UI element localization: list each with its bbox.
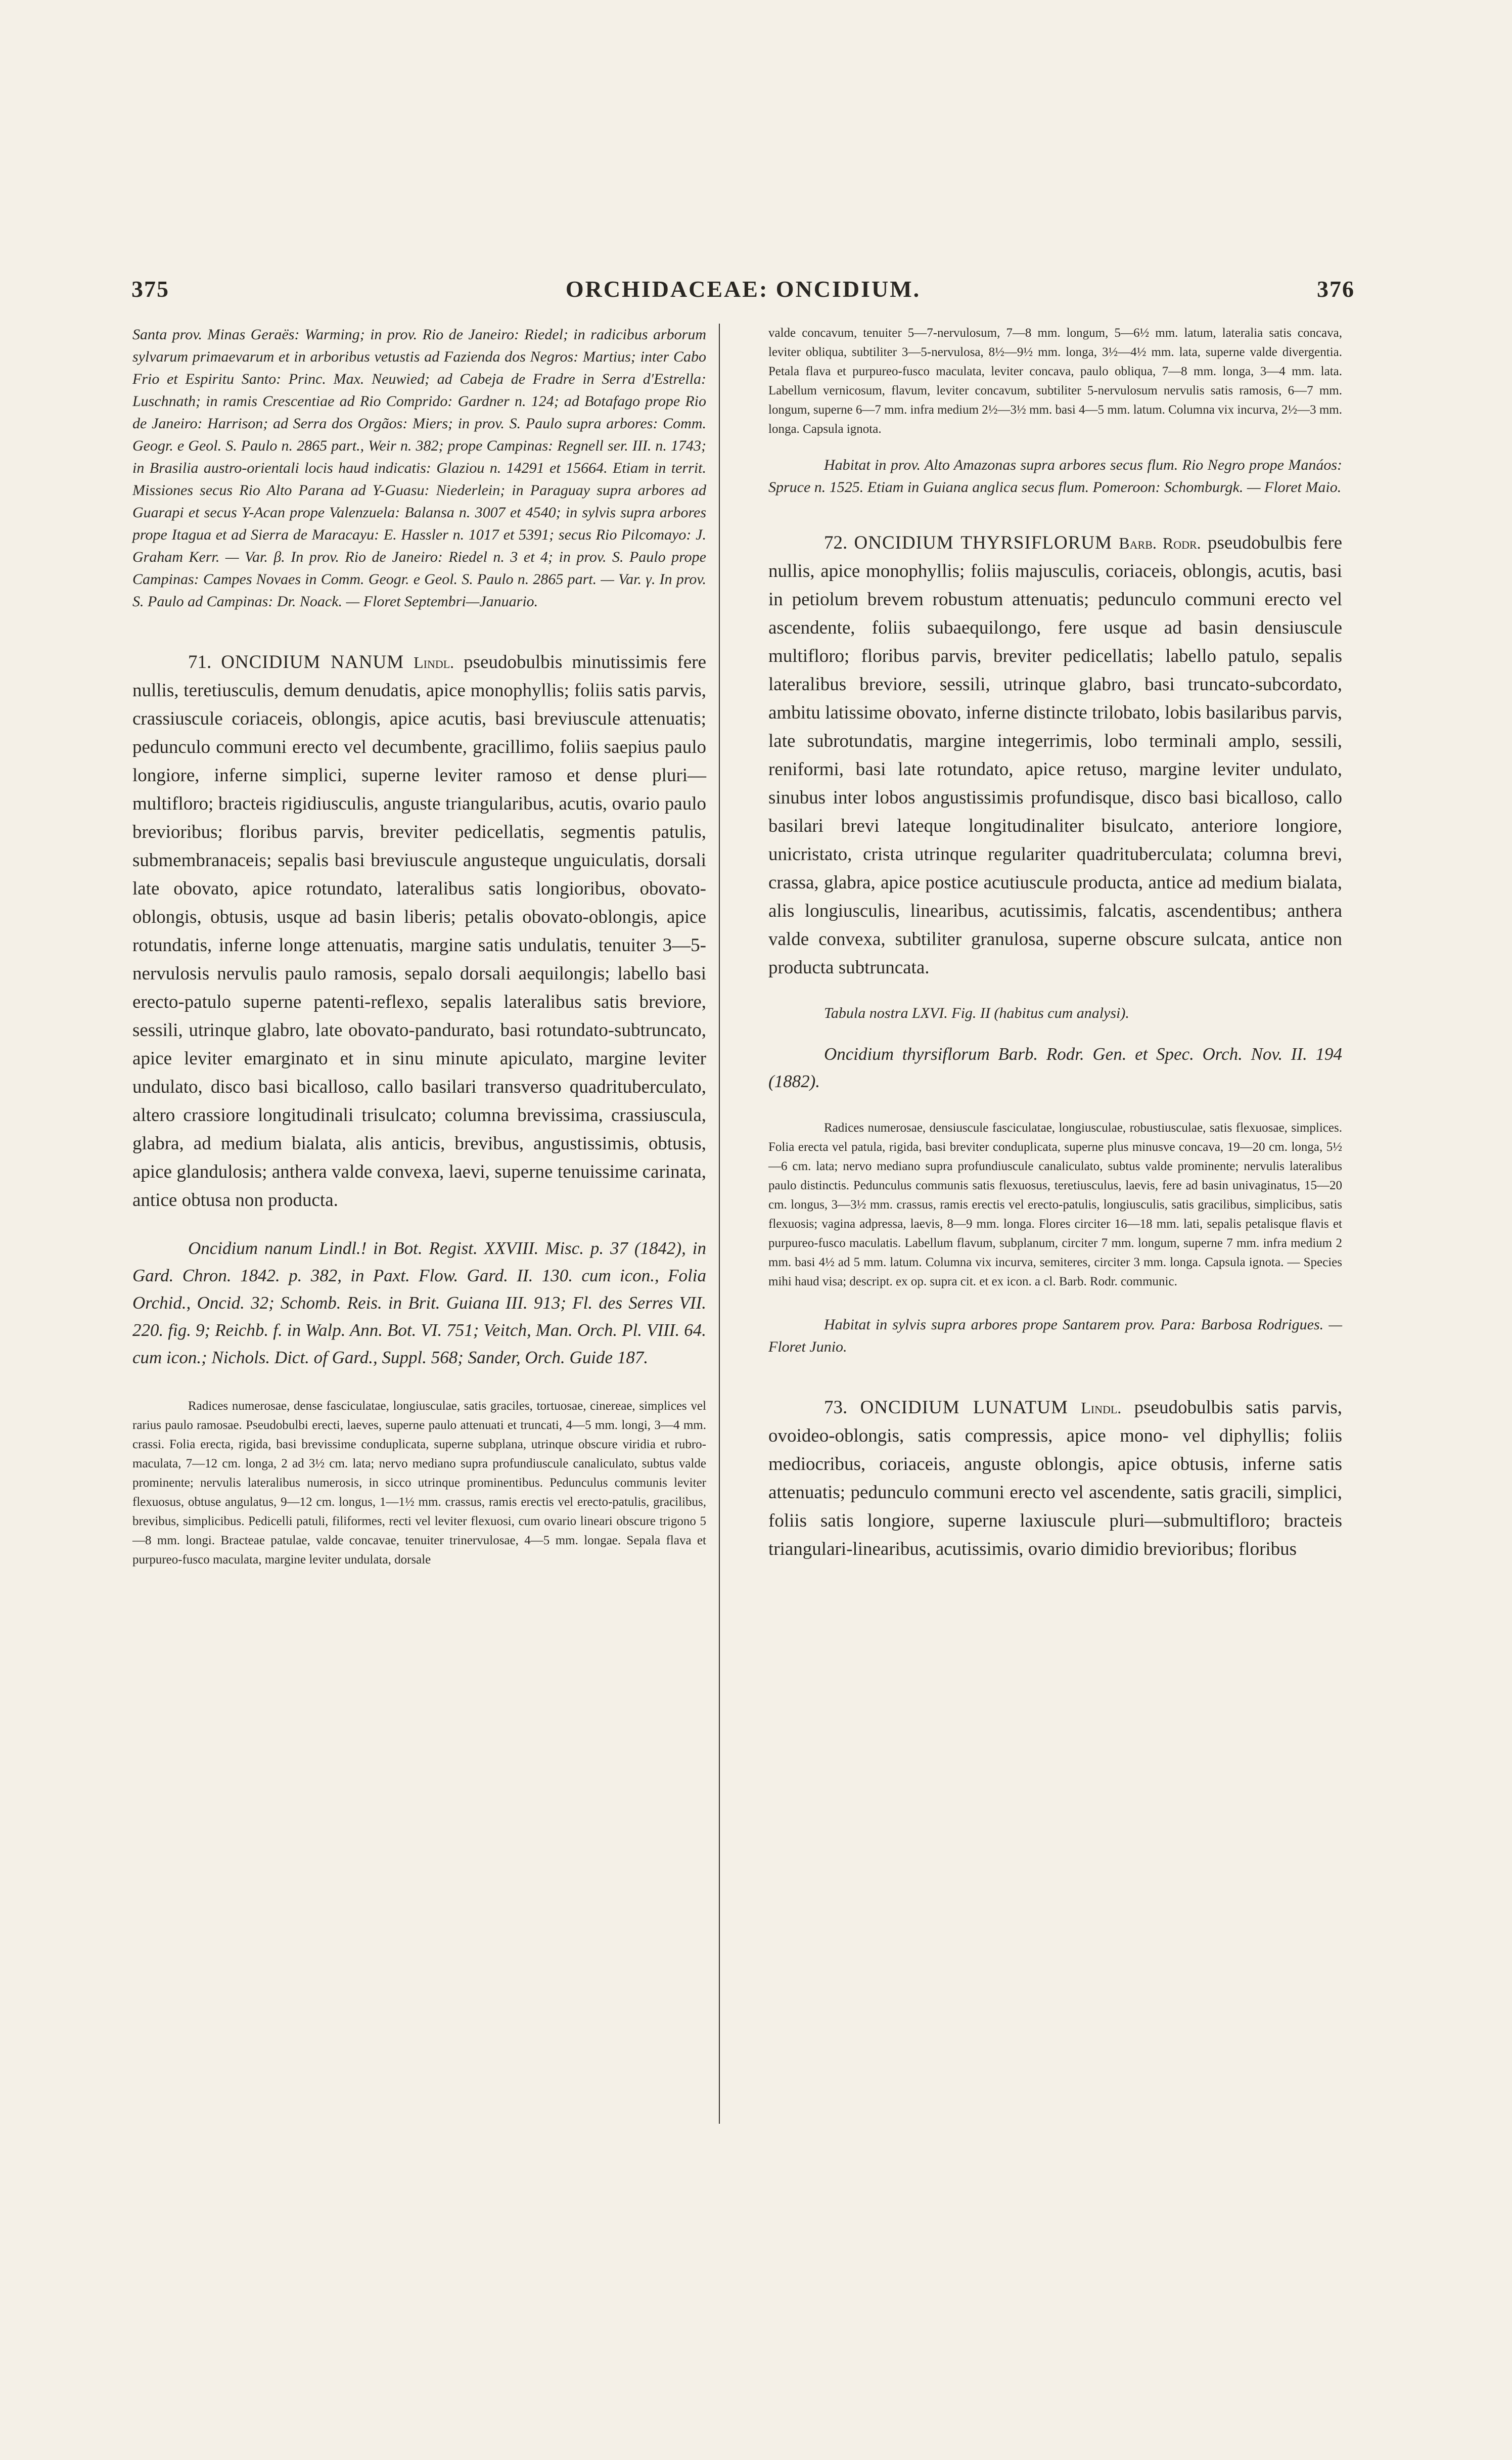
species-71-synonymy: Oncidium nanum Lindl.! in Bot. Regist. XXVIII. Misc. p. 37 (1842), in Gard. Chron. 1842. p. 382, in Paxt. Flow. Gard. II. 130. cum icon., Folia Orchid., Oncid. 32; Schomb. Reis. in Brit. Guiana III. 913; Fl. des Serres VII. 220. fig. 9; Reichb. f. in Walp. Ann. Bot. VI. 751; Veitch, Man. Orch. Pl. VIII. 64. cum icon.; Nichols. Dict. of Gard., Suppl. 568; Sander, Orch. Guide 187. [132, 1238, 706, 1367]
species-71-author: Lindl. [414, 653, 454, 672]
species-72-number: 72. [824, 532, 848, 553]
species-72-entry [768, 529, 1342, 982]
species-73-entry [768, 1394, 1342, 1563]
species-71-habitat: Habitat in prov. Alto Amazonas supra arbores secus flum. Rio Negro prope Manáos: Spruce n. 1525. Etiam in Guiana anglica secus flum. Pomeroon: Schomburgk. — Floret Maio. [768, 457, 1342, 496]
species-71-description-continued: valde concavum, tenuiter 5—7-nervulosum, 7—8 mm. longum, 5—6½ mm. latum, lateralia satis concava, leviter obliqua, subtiliter 3—5-nervulosa, 8½—9½ mm. longa, 3½—4½ mm. lata, superne valde divergentia. Petala flava et purpureo-fusco maculata, leviter concava, paulo obliqua, 7—8 mm. longa, 3—4 mm. lata. Labellum vernicosum, flavum, leviter concavum, subtiliter 5-nervulosum nervulis satis ramosis, 6—7 mm. longum, superne 6—7 mm. infra medium 2½—3½ mm. basi 4—5 mm. latum. Columna vix incurva, 2½—3 mm. longa. Capsula ignota. [768, 326, 1342, 436]
species-73-diagnosis: pseudobulbis satis parvis, ovoideo-oblongis, satis compressis, apice mono- vel diphyllis; foliis mediocribus, coriaceis, anguste oblongis, apice obtusis, inferne satis attenuatis; pedunculo communi erecto vel ascendente, satis gracili, simplici, foliis satis longiore, superne laxiuscule pluri—submultifloro; bracteis triangulari-linearibus, acutissimis, ovario dimidio brevioribus; floribus [768, 1397, 1343, 1559]
running-head [131, 276, 1355, 311]
species-73-name: ONCIDIUM LUNATUM [860, 1397, 1068, 1418]
species-72-tabula: Tabula nostra LXVI. Fig. II (habitus cum analysi). [824, 1005, 1129, 1021]
species-71-entry [132, 648, 706, 1215]
species-73-number: 73. [824, 1397, 848, 1418]
species-71-description: Radices numerosae, dense fasciculatae, longiusculae, satis graciles, tortuosae, cinereae, simplices vel rarius paulo ramosae. Pseudobulbi erecti, laeves, superne paulo attenuati et truncati, 4—5 mm. longi, 3—4 mm. crassi. Folia erecta, rigida, basi brevissime conduplicata, superne subplana, utrinque obscure viridia et rubro-maculata, 7—12 cm. longa, 2 ad 3½ cm. lata; nervo mediano supra profundiuscule canaliculato, subtus valde prominente; nervulis lateralibus numerosis, in sicco utrinque prominentibus. Pedunculus communis leviter flexuosus, obtuse angulatus, 9—12 cm. longus, 1—1½ mm. crassus, ramis erectis vel erecto-patulis, gracilibus, brevibus, simplicibus. Pedicelli patuli, filiformes, recti vel leviter flexuosi, cum ovario lineari obscure trigono 5—8 mm. longi. Bracteae patulae, valde concavae, tenuiter trinervulosae, 4—5 mm. longae. Sepala flava et purpureo-fusco maculata, margine leviter undulata, dorsale [132, 1399, 706, 1567]
species-72-habitat: Habitat in sylvis supra arbores prope Santarem prov. Para: Barbosa Rodrigues. — Floret Junio. [768, 1316, 1342, 1355]
species-73-author: Lindl. [1081, 1399, 1122, 1417]
page-number-right: 376 [1317, 276, 1355, 302]
species-72-synonymy: Oncidium thyrsiflorum Barb. Rodr. Gen. et Spec. Orch. Nov. II. 194 (1882). [768, 1044, 1342, 1091]
left-column [132, 324, 706, 1570]
species-72-author: Barb. Rodr. [1119, 534, 1201, 552]
running-title: ORCHIDACEAE: ONCIDIUM. [565, 276, 921, 302]
right-column [768, 324, 1342, 1563]
species-71-diagnosis: pseudobulbis minutissimis fere nullis, teretiusculis, demum denudatis, apice monophyllis; foliis satis parvis, crassiuscule coriaceis, oblongis, apice acutis, basi breviuscule attenuatis; pedunculo communi erecto vel decumbente, gracillimo, foliis saepius paulo longiore, inferne simplici, superne leviter ramoso et dense pluri—multifloro; bracteis rigidiusculis, anguste triangularibus, acutis, ovario paulo brevioribus; floribus parvis, breviter pedicellatis, segmentis patulis, submembranaceis; sepalis basi breviuscule angusteque unguiculatis, dorsali late obovato, apice rotundato, lateralibus satis longioribus, obovato-oblongis, obtusis, usque ad basin liberis; petalis obovato-oblongis, apice rotundatis, inferne longe attenuatis, margine satis undulatis, tenuiter 3—5-nervulosis nervulis paulo ramosis, sepalo dorsali aequilongis; labello basi erecto-patulo superne patenti-reflexo, sepalis lateralibus satis breviore, sessili, utrinque glabro, late obovato-pandurato, basi rotundato-subtruncato, apice leviter emarginato et in sinu minute apiculato, margine leviter undulato, disco basi bicalloso, callo basilari transverso quadrituberculato, altero crassiore longitudinali trisulcato; columna brevissima, crassiuscula, glabra, ad medium bialata, alis anticis, brevibus, angustissimis, obtusis, apice glandulosis; anthera valde convexa, laevi, superne tenuissime carinata, antice obtusa non producta. [132, 652, 707, 1211]
column-divider [719, 324, 720, 2124]
species-71-number: 71. [188, 652, 212, 673]
page-number-left: 375 [131, 276, 169, 302]
species-72-name: ONCIDIUM THYRSIFLORUM [854, 532, 1113, 553]
species-71-name: ONCIDIUM NANUM [221, 652, 404, 673]
species-72-diagnosis: pseudobulbis fere nullis, apice monophyllis; foliis majusculis, coriaceis, oblongis, acutis, basi in petiolum brevem robustum attenuatis; pedunculo communi erecto vel ascendente, foliis subaequilongo, fere usque ad basin densiuscule multifloro; floribus parvis, breviter pedicellatis; labello patulo, sepalis lateralibus breviore, sessili, utrinque glabro, basi truncato-subcordato, ambitu latissime obovato, inferne distincte trilobato, lobis basilaribus parvis, late subrotundatis, margine integerrimis, lobo terminali amplo, sessili, reniformi, basi late rotundato, apice retuso, margine leviter undulato, sinubus inter lobos angustissimis profundisque, disco basi bicalloso, callo basilari brevi lateque longitudinaliter bisulcato, anteriore longiore, unicristato, crista utrinque regulariter quadrituberculata; columna brevi, crassa, glabra, apice postice acutiuscule producta, antice ad medium bialata, alis longiusculis, linearibus, acutissimis, falcatis, ascendentibus; anthera valde convexa, subtiliter granulosa, superne obscure sulcata, antice non producta subtruncata. [768, 532, 1342, 978]
species-72-description: Radices numerosae, densiuscule fasciculatae, longiusculae, robustiusculae, satis flexuosae, simplices. Folia erecta vel patula, rigida, basi breviter conduplicata, superne plus minusve concava, 19—20 cm. longa, 5½—6 cm. lata; nervo mediano supra profundiuscule canaliculato, subtus valde prominente; nervulis lateralibus paulo distinctis. Pedunculus communis satis flexuosus, teretiusculus, laevis, fere ad basin univaginatus, 15—20 cm. longus, 3—3½ mm. crassus, ramis erectis vel erecto-patulis, longiusculis, satis gracilibus, simplicibus, satis flexuosis; vagina adpressa, laevis, 8—9 mm. longa. Flores circiter 16—18 mm. lati, sepalis petalisque flavis et purpureo-fusco maculatis. Labellum flavum, subplanum, circiter 7 mm. longum, superne 7 mm. infra medium 2 mm. basi 4½ ad 5 mm. latum. Columna vix incurva, semiteres, circiter 3 mm. longa. Capsula ignota. — Species mihi haud visa; descript. ex op. supra cit. et ex icon. a cl. Barb. Rodr. communic. [768, 1121, 1342, 1288]
habitat-continued: Santa prov. Minas Geraës: Warming; in prov. Rio de Janeiro: Riedel; in radicibus arborum sylvarum primaevarum et in arboribus vetustis ad Fazienda dos Negros: Martius; inter Cabo Frio et Espiritu Santo: Princ. Max. Neuwied; ad Cabeja de Fradre in Serra d'Estrella: Luschnath; in ramis Crescentiae ad Rio Comprido: Gardner n. 124; ad Botafago prope Rio de Janeiro: Harrison; ad Serra dos Orgãos: Miers; in prov. S. Paulo supra arbores: Comm. Geogr. e Geol. S. Paulo n. 2865 part., Weir n. 382; prope Campinas: Regnell ser. III. n. 1743; in Brasilia austro-orientali locis haud indicatis: Glaziou n. 14291 et 15664. Etiam in territ. Missiones secus Rio Alto Parana ad Y-Guasu: Niederlein; in Paraguay supra arbores ad Guarapi et secus Y-Acan prope Valenzuela: Balansa n. 3007 et 4540; in sylvis supra arbores prope Itagua et ad Sierra de Maracayu: E. Hassler n. 1017 et 5391; secus Rio Pilcomayo: J. Graham Kerr. — Var. β. In prov. Rio de Janeiro: Riedel n. 3 et 4; in prov. S. Paulo prope Campinas: Campes Novaes in Comm. Geogr. e Geol. S. Paulo n. 2865 part. — Var. γ. In prov. S. Paulo ad Campinas: Dr. Noack. — Floret Septembri—Januario. [132, 326, 706, 610]
